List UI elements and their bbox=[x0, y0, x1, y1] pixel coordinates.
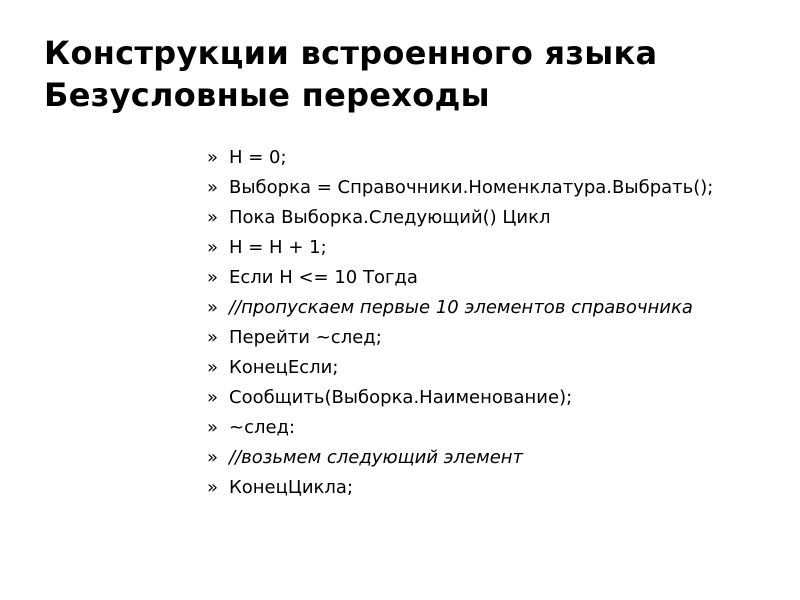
bullet-text: Пока Выборка.Следующий() Цикл bbox=[229, 207, 551, 228]
bullet-marker-icon: » bbox=[207, 267, 219, 288]
bullet-text: ~след: bbox=[229, 417, 296, 438]
bullet-text: КонецЕсли; bbox=[229, 357, 339, 378]
bullet-text: Н = 0; bbox=[229, 147, 287, 168]
bullet-item bbox=[207, 175, 767, 200]
bullet-text: Если Н <= 10 Тогда bbox=[229, 267, 418, 288]
bullet-marker-icon: » bbox=[207, 447, 219, 468]
bullet-marker-icon: » bbox=[207, 357, 219, 378]
bullet-text: Сообщить(Выборка.Наименование); bbox=[229, 387, 573, 408]
bullet-marker-icon: » bbox=[207, 207, 219, 228]
bullet-item bbox=[207, 265, 767, 290]
bullet-text: Выборка = Справочники.Номенклатура.Выбрать(); bbox=[229, 177, 714, 198]
bullet-item bbox=[207, 415, 767, 440]
bullet-text: //пропускаем первые 10 элементов справочника bbox=[229, 297, 693, 318]
bullet-text: //возьмем следующий элемент bbox=[229, 447, 524, 468]
bullet-text: Перейти ~след; bbox=[229, 327, 382, 348]
bullet-marker-icon: » bbox=[207, 147, 219, 168]
bullet-marker-icon: » bbox=[207, 237, 219, 258]
bullet-marker-icon: » bbox=[207, 297, 219, 318]
bullet-item bbox=[207, 355, 767, 380]
bullet-item bbox=[207, 205, 767, 230]
bullet-text: Н = Н + 1; bbox=[229, 237, 327, 258]
bullet-item bbox=[207, 475, 767, 500]
code-bullet-list bbox=[207, 145, 767, 505]
slide-title-line-2: Безусловные переходы bbox=[44, 76, 490, 114]
bullet-item bbox=[207, 325, 767, 350]
bullet-item bbox=[207, 385, 767, 410]
bullet-text: КонецЦикла; bbox=[229, 477, 354, 498]
bullet-item bbox=[207, 235, 767, 260]
bullet-item bbox=[207, 145, 767, 170]
bullet-marker-icon: » bbox=[207, 177, 219, 198]
bullet-marker-icon: » bbox=[207, 417, 219, 438]
bullet-item-comment bbox=[207, 295, 767, 320]
bullet-item-comment bbox=[207, 445, 767, 470]
bullet-marker-icon: » bbox=[207, 327, 219, 348]
slide-title bbox=[44, 32, 784, 116]
bullet-marker-icon: » bbox=[207, 387, 219, 408]
slide-title-line-1: Конструкции встроенного языка bbox=[44, 34, 658, 72]
bullet-marker-icon: » bbox=[207, 477, 219, 498]
